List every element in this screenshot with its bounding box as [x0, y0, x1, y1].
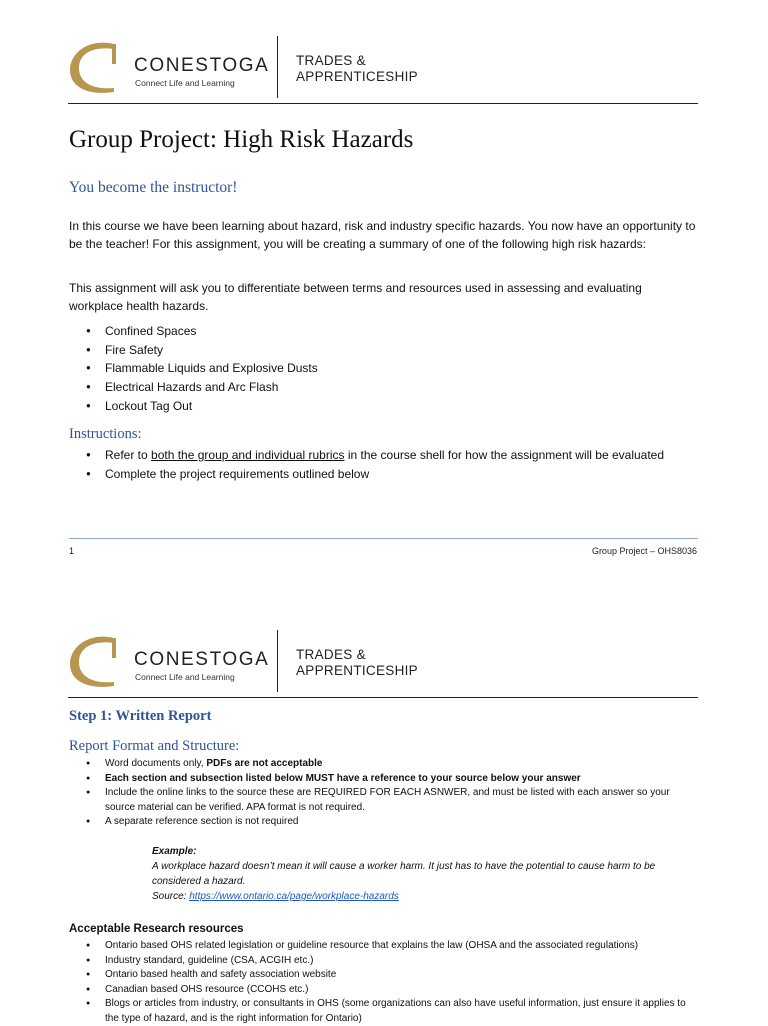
- example-text: A workplace hazard doesn’t mean it will cause a worker harm. It just has to have the potential to cause harm to be considered a hazard.: [152, 861, 656, 887]
- intro-paragraph: In this course we have been learning about hazard, risk and industry specific hazards. You now have an opportunity to be the teacher! For this assignment, you will be creating a summary of one of the following high risk hazards:: [69, 219, 696, 251]
- research-list: [86, 939, 696, 1026]
- instructions-heading: Instructions:: [69, 426, 142, 442]
- conestoga-logo-icon: [68, 40, 120, 96]
- list-item: ● Industry standard, guideline (CSA, ACGIH etc.): [86, 954, 696, 969]
- hazard-list: [86, 322, 318, 416]
- header-rule: [68, 697, 698, 698]
- list-item: ● Confined Spaces: [86, 322, 318, 341]
- list-item: ● Ontario based health and safety association website: [86, 968, 696, 983]
- subtitle: You become the instructor!: [69, 179, 238, 196]
- list-item: ● Complete the project requirements outlined below: [86, 465, 664, 484]
- department-name: TRADES & APPRENTICESHIP: [296, 647, 418, 678]
- step-heading: Step 1: Written Report: [69, 708, 212, 724]
- example-source: Source: https://www.ontario.ca/page/workplace-hazards: [152, 891, 399, 902]
- list-item: ● Ontario based OHS related legislation or guideline resource that explains the law (OHSA and the associated regulations): [86, 939, 696, 954]
- page-2: [0, 594, 768, 1024]
- rubrics-link[interactable]: both the group and individual rubrics: [151, 448, 345, 462]
- list-item: ● Lockout Tag Out: [86, 397, 318, 416]
- source-link[interactable]: https://www.ontario.ca/page/workplace-hazards: [189, 891, 399, 902]
- page-header: [68, 38, 698, 102]
- list-item: ● Refer to both the group and individual rubrics in the course shell for how the assignment will be evaluated: [86, 446, 664, 465]
- header-divider: [277, 630, 278, 692]
- header-divider: [277, 36, 278, 98]
- brand-name: CONESTOGA: [134, 55, 270, 76]
- example-label: Example:: [152, 846, 197, 857]
- page-number: 1: [69, 546, 75, 556]
- department-name: TRADES & APPRENTICESHIP: [296, 53, 418, 84]
- list-item: ● A separate reference section is not required: [86, 815, 696, 830]
- list-item: ● Include the online links to the source these are REQUIRED FOR EACH ASNWER, and must be listed with each answer so your source material can be verified. APA format is not required.: [86, 786, 696, 815]
- format-list: [86, 757, 696, 830]
- research-heading: Acceptable Research resources: [69, 923, 244, 935]
- page-title: Group Project: High Risk Hazards: [69, 126, 414, 153]
- example-block: [152, 844, 697, 904]
- brand-tagline: Connect Life and Learning: [135, 78, 235, 88]
- list-item: ● Each section and subsection listed below MUST have a reference to your source below your answer: [86, 772, 696, 787]
- page-header: [68, 632, 698, 696]
- list-item: ● Blogs or articles from industry, or consultants in OHS (some organizations can also have useful information, just ensure it applies to the type of hazard, and is the right information for Ontario): [86, 997, 696, 1026]
- list-item: ● Canadian based OHS resource (CCOHS etc.): [86, 983, 696, 998]
- conestoga-logo-icon: [68, 634, 120, 690]
- footer-rule: [69, 538, 698, 539]
- assignment-paragraph: This assignment will ask you to differentiate between terms and resources used in assessing and evaluating workplace health hazards.: [69, 281, 642, 313]
- list-item: ● Electrical Hazards and Arc Flash: [86, 378, 318, 397]
- list-item: ● Word documents only, PDFs are not acceptable: [86, 757, 696, 772]
- header-rule: [68, 103, 698, 104]
- footer-title: Group Project – OHS8036: [591, 546, 697, 556]
- list-item: ● Fire Safety: [86, 341, 318, 360]
- brand-tagline: Connect Life and Learning: [135, 672, 235, 682]
- format-heading: Report Format and Structure:: [69, 738, 240, 754]
- instructions-list: [86, 446, 664, 483]
- brand-name: CONESTOGA: [134, 649, 270, 670]
- list-item: ● Flammable Liquids and Explosive Dusts: [86, 359, 318, 378]
